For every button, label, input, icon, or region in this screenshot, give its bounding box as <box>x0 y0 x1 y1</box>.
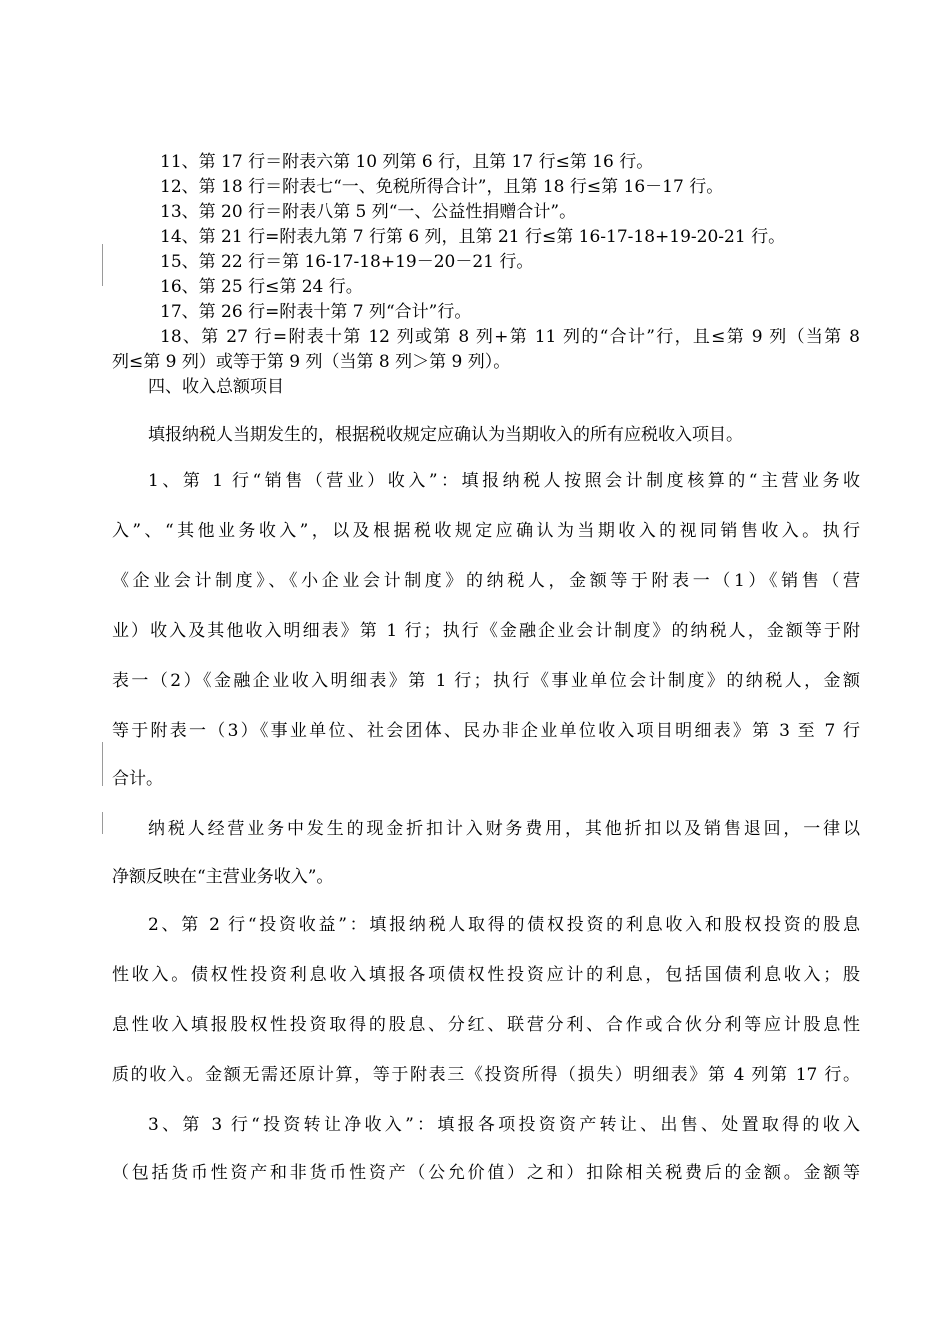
revision-bar <box>102 244 103 286</box>
list-item: 12、第 18 行＝附表七“一、免税所得合计”，且第 18 行≤第 16－17 行。 <box>160 177 724 197</box>
paragraph-line: （包括货币性资产和非货币性资产（公允价值）之和）扣除相关税费后的金额。金额等 <box>112 1163 860 1183</box>
list-item: 13、第 20 行＝附表八第 5 列“一、公益性捐赠合计”。 <box>160 202 577 222</box>
paragraph-line: 填报纳税人当期发生的，根据税收规定应确认为当期收入的所有应税收入项目。 <box>148 425 743 445</box>
paragraph-line: 等于附表一（3）《事业单位、社会团体、民办非企业单位收入项目明细表》第 3 至 7 行 <box>112 721 860 741</box>
paragraph-line: 息性收入填报股权性投资取得的股息、分红、联营分利、合作或合伙分利等应计股息性 <box>112 1015 860 1035</box>
paragraph-line: 纳税人经营业务中发生的现金折扣计入财务费用，其他折扣以及销售退回，一律以 <box>148 819 860 839</box>
list-item: 列≤第 9 列）或等于第 9 列（当第 8 列＞第 9 列）。 <box>112 352 511 372</box>
list-item: 11、第 17 行＝附表六第 10 列第 6 行，且第 17 行≤第 16 行。 <box>160 152 654 172</box>
section-heading: 四、收入总额项目 <box>148 377 284 397</box>
paragraph-line: 净额反映在“主营业务收入”。 <box>112 867 334 887</box>
paragraph-line: 入”、“其他业务收入”，以及根据税收规定应确认为当期收入的视同销售收入。执行 <box>112 521 860 541</box>
paragraph-line: 业）收入及其他收入明细表》第 1 行；执行《金融企业会计制度》的纳税人，金额等于附 <box>112 621 860 641</box>
list-item: 17、第 26 行=附表十第 7 列“合计”行。 <box>160 302 472 322</box>
paragraph-line: 表一（2）《金融企业收入明细表》第 1 行；执行《事业单位会计制度》的纳税人，金额 <box>112 671 860 691</box>
paragraph-line: 《企业会计制度》、《小企业会计制度》的纳税人，金额等于附表一（1）《销售（营 <box>112 571 860 591</box>
list-item: 18、第 27 行=附表十第 12 列或第 8 列+第 11 列的“合计”行，且≤第 9 列（当第 8 <box>160 327 860 347</box>
paragraph-line: 2、第 2 行“投资收益”：填报纳税人取得的债权投资的利息收入和股权投资的股息 <box>148 915 860 935</box>
paragraph-line: 合计。 <box>112 769 163 789</box>
revision-bar <box>102 742 103 786</box>
paragraph-line: 质的收入。金额无需还原计算，等于附表三《投资所得（损失）明细表》第 4 列第 17 行。 <box>112 1065 860 1085</box>
list-item: 15、第 22 行＝第 16-17-18+19－20－21 行。 <box>160 252 534 272</box>
paragraph-line: 性收入。债权性投资利息收入填报各项债权性投资应计的利息，包括国债利息收入；股 <box>112 965 860 985</box>
paragraph-line: 1、第 1 行“销售（营业）收入”：填报纳税人按照会计制度核算的“主营业务收 <box>148 471 860 491</box>
revision-bar <box>102 812 103 834</box>
list-item: 14、第 21 行=附表九第 7 行第 6 列，且第 21 行≤第 16-17-18+19-20-21 行。 <box>160 227 786 247</box>
paragraph-line: 3、第 3 行“投资转让净收入”：填报各项投资资产转让、出售、处置取得的收入 <box>148 1115 860 1135</box>
list-item: 16、第 25 行≤第 24 行。 <box>160 277 363 297</box>
